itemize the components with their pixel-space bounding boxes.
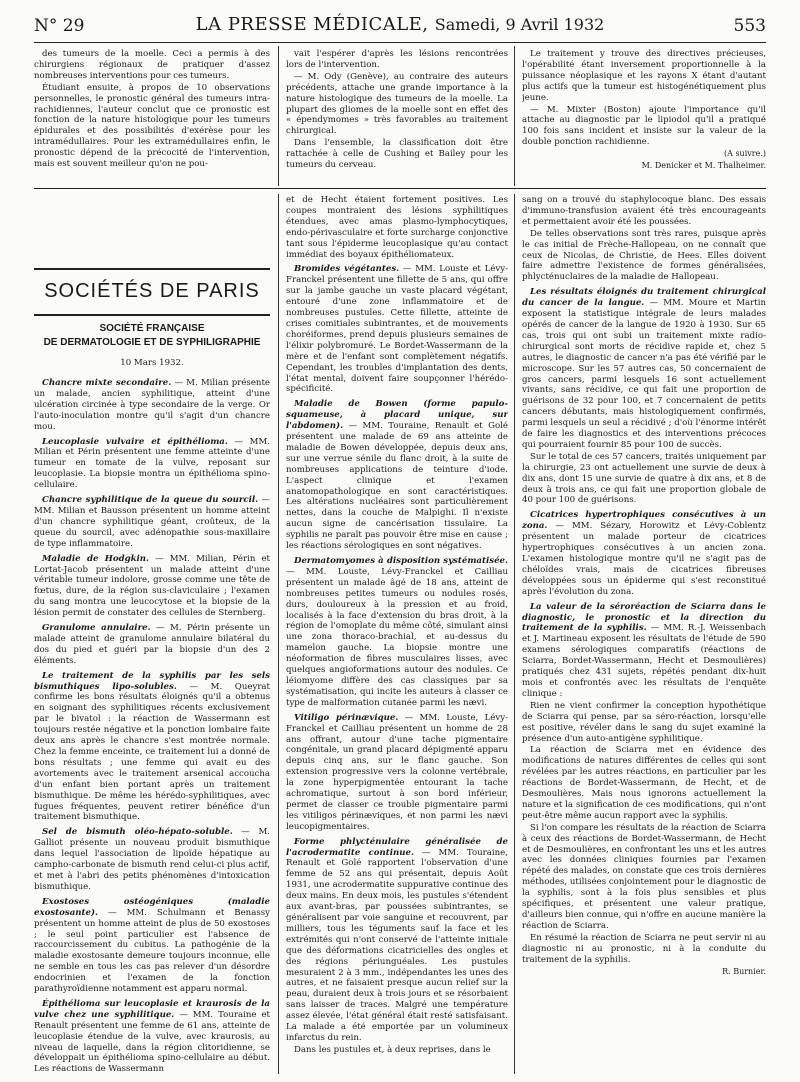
article-column-2 — [286, 195, 508, 1075]
article-paragraph — [522, 823, 766, 932]
article-paragraph — [522, 933, 766, 966]
article-body: — M. Milian présente un malade, ancien syphilitique, atteint d'une ulcération circinée à type secondaire de la verge. Or l'auto-inoculation montre qu'il s'agit d'un chancre mou. — [34, 378, 270, 432]
article-paragraph — [522, 452, 766, 507]
article-paragraph — [286, 399, 508, 552]
paragraph: Dans l'ensemble, la classification doit être rattachée à celle de Cushing et Bailey pour les tumeurs du cerveau. — [286, 138, 508, 171]
article-body: — MM. Louste, Lévy-Franckel et Cailliau présentent un homme de 28 ans offrant, autour d'une tache pigmentaire congénitale, un grand placard dépigmenté apparu depuis cinq ans, sur le flanc gauche. Son extension progressive vers la colonne vertébrale, la zone hyperpigmentée entourant la tache achromatique, surtout à son bord inférieur, permet de classer ce trouble pigmentaire parmi les vitiligos périnæviques, et non parmi les nævi leucopigmentaires. — [286, 712, 508, 832]
page-number-right: 553 — [733, 16, 766, 36]
page-number-left: N° 29 — [34, 16, 85, 36]
paragraph: Le traitement y trouve des directives précieuses, l'opérabilité étant inversement proportionnelle à la puissance néoplasique et les rayons X étant d'autant plus actifs que la tumeur est histogénétiquement plus jeune. — [522, 49, 766, 103]
article-body: — M. Galliot présente un nouveau produit bismuthique dans lequel l'association de lipoïde hépatique au campho-carbonate de bismuth rend celui-ci plus actif, et met à l'abri des petits phénomènes d'intoxication bismuthique. — [34, 827, 270, 892]
article-paragraph — [34, 897, 270, 995]
article-body: Si l'on compare les résultats de la réaction de Sciarra à ceux des réactions de Bordet-Wassermann, de Hecht et de Desmoulières, en confrontant les uns et les autres avec les données cliniques fournies par l'examen répété des malades, on constate que ces trois dernières méthodes, utilisées conjointement pour le diagnostic de la syphilis, sont à la fois plus sensibles et plus spécifiques, et présentent une valeur pratique, d'ailleurs bien connue, qui n'offre en aucune manière la réaction de Sciarra. — [522, 822, 766, 931]
article-paragraph — [286, 713, 508, 833]
article-paragraph — [34, 827, 270, 892]
article-body: De telles observations sont très rares, puisque après le cas initial de Frèche-Hallopeau, on ne connaît que ceux de Nicolas, de Christie, de Hees. Elles doivent faire admettre l'existence de formes généralisées, phlycténuclaires de la maladie de Hallopeau. — [522, 228, 766, 283]
article-paragraph — [34, 378, 270, 433]
title-rule-bottom — [34, 314, 270, 316]
article-title: Les résultats éloignés du traitement chirurgical du cancer de la langue. — [522, 287, 766, 309]
article-title: Dermatomyomes à disposition systématisée. — [294, 556, 508, 566]
article-paragraph — [286, 1045, 508, 1056]
issue-date: Samedi, 9 Avril 1932 — [434, 15, 605, 34]
header-rule — [34, 42, 766, 43]
article-title: Maladie de Hodgkin. — [42, 553, 150, 564]
article-title: Maladie de Bowen (forme papulo-squameuse, à placard unique, sur l'abdomen). — [286, 399, 508, 432]
top-column-2 — [286, 49, 508, 185]
article-body: La réaction de Sciarra met en évidence des modifications de natures différentes de celles qui sont révélées par les autres réactions, en particulier par les réactions de Bordet-Wassermann, de Hecht, et de Desmoulières. Mais nous ignorons actuellement la nature et la signification de ces modifications, qui n'ont peut-être même aucun rapport avec la syphilis. — [522, 745, 766, 821]
article-body: R. Burnier. — [722, 966, 766, 976]
column-divider — [514, 46, 515, 186]
article-title: Chancre syphilitique de la queue du sourcil. — [42, 495, 259, 506]
article-body: — MM. Sézary, Horowitz et Lévy-Coblentz présentent un malade porteur de cicatrices hypertrophiques consécutives à un ancien zona. L'examen histologique montre qu'il ne s'agit pas de chéloïdes vrais, mais de cicatrices fibreuses développées sous un épiderme qui s'est reconstitué après l'évolution du zona. — [522, 521, 766, 597]
title-rule-top — [34, 268, 270, 270]
paragraph: M. Denicker et M. Thalheimer. — [641, 161, 766, 171]
article-body: — MM. Louste et Lévy-Franckel présentent une fillette de 5 ans, qui offre sur la jambe gauche un vaste placard végétant, entouré d'une zone inflammatoire et de nombreuses pustules. Cette fillette, atteinte de crises comitiales subintrantes, et de mouvements choréiformes, prend depuis plusieurs semaines de l'élixir polybromuré. Le Bordet-Wassermann de la mère et de l'enfant sont complètement négatifs. Cependant, les troubles d'implantation des dents, l'état mental, doivent faire soupçonner l'hérédo-spécificité. — [286, 264, 508, 395]
column-divider — [514, 194, 515, 1074]
column-divider — [278, 46, 279, 186]
article-title: Chancre mixte secondaire. — [42, 378, 172, 388]
article-body: — MM. Touraine et Renault présentent une femme de 61 ans, atteinte de leucoplasie étendue de la vulve, avec kraurosis, au niveau de laquelle, dans la région clitoridienne, se développait un épithélioma spino-cellulaire au début. Les réactions de Wassermann — [34, 1009, 270, 1074]
article-title: Exostoses ostéogéniques (maladie exostosante). — [34, 896, 270, 918]
article-paragraph — [34, 437, 270, 492]
article-title: Forme phlycténulaire généralisée de l'acrodermatite continue. — [286, 836, 508, 858]
society-name — [34, 322, 270, 350]
article-title: Vitiligo périnævique. — [294, 712, 399, 723]
article-paragraph — [286, 264, 508, 395]
article-paragraph — [286, 195, 508, 260]
article-paragraph — [34, 495, 270, 550]
section-rule — [34, 188, 766, 189]
article-body: — MM. Schulmann et Benassy présentent un homme atteint de plus de 50 exostoses ; le seul point particulier est l'absence de raccourcissement du cubitus. La pathogénie de la maladie exostosante demeure toujours inconnue, elle ne semble en tous les cas pas relever d'un désordre endocrinien et l'examen de la fonction parathyroïdienne notamment est apparu normal. — [34, 907, 270, 995]
section-title: SOCIÉTÉS DE PARIS — [44, 280, 260, 302]
article-paragraph — [34, 671, 270, 824]
article-body: — MM. Milian, Périn et Lortat-Jacob présentent un malade atteint d'une véritable tumeur indolore, grosse comme une tête de fœtus, dure, de la région sus-claviculaire ; l'examen du sang montra une leucocytose et la biopsie de la lésion permit de constater des cellules de Sternberg. — [34, 553, 270, 619]
column-divider — [278, 194, 279, 1074]
article-title: La valeur de la séroréaction de Sciarra dans le diagnostic, le pronostic et la direction du traitement de la syphilis. — [522, 601, 766, 634]
article-body: Sur le total de ces 57 cancers, traités uniquement par la chirurgie, 23 ont actuellement une survie de deux à dix ans, dont 15 une survie de quatre à dix ans, et 8 de deux à trois ans, ce qui fait une proportion globale de 40 pour 100 de guérisons. — [522, 451, 766, 506]
article-title: Le traitement de la syphilis par les sels bismuthiques lipo-solubles. — [34, 670, 270, 692]
article-paragraph — [522, 602, 766, 700]
article-body: — MM. Milian et Bausson présentent un homme atteint d'un chancre syphilitique géant, croûteux, de la queue du sourcil, avec adénopathie sous-maxillaire de type inflammatoire. — [34, 495, 270, 549]
paragraph: vait l'espérer d'après les lésions rencontrées lors de l'intervention. — [286, 49, 508, 70]
article-body: En résumé la réaction de Sciarra ne peut servir ni au diagnostic ni au pronostic, ni à la conduite du traitement de la syphilis. — [522, 932, 766, 965]
article-body: et de Hecht étaient fortement positives. Les coupes montraient des lésions syphilitiques étendues, avec amas plasmo-lymphocytiques, endo-périvasculaire et forte surcharge conjonctive tant sous l'épiderme leucoplasique qu'au contact immédiat des boyaux épithéliomateux. — [286, 195, 508, 260]
article-body: — MM. Louste, Lévy-Franckel et Cailliau présentent un malade âgé de 18 ans, atteint de nombreuses petites tumeurs ou nodules rosés, durs, douloureux à la pression et au froid, localisés à la face d'extension du bras droit, à la région de l'omoplate du même côté, simulant ainsi une zona thoraco-brachial, et au-dessus du mamelon gauche. La biopsie montre une néoformation de fibres musculaires lisses, avec quelques angioformations autour des nodules. Ce léiomyome diffère des cas classiques par sa systématisation, qui incite les auteurs à classer ce type de malformation cutanée parmi les nævi. — [286, 566, 508, 708]
article-body: — MM. Milian et Périn présentent une femme atteinte d'une tumeur en tomate de la vulve, reposant sur leucoplasie. La biopsie montra un épithélioma spino-cellulaire. — [34, 436, 270, 491]
journal-title: LA PRESSE MÉDICALE, — [195, 14, 429, 35]
article-paragraph — [522, 510, 766, 597]
article-body: — MM. R.-J. Weissenbach et J. Martineau exposent les résultats de l'étude de 590 examens sérologiques comparatifs (réactions de Sciarra, Bordet-Wassermann, Hecht et Desmoulières) pratiqués chez 431 sujets, répétés pendant dix-huit mois et confrontés avec les résultats de l'enquête clinique : — [522, 623, 766, 699]
article-body: — MM. Moure et Martin exposent la statistique intégrale de leurs malades opérés de cancer de la langue de 1920 à 1930. Sur 65 cas, trois qui ont subi un traitement mixte radio-chirurgical sont morts de récidive rapide et, chez 5 autres, le diagnostic de cancer n'a pas été vérifié par le microscope. Sur les 57 autres cas, 50 concernaient de gros cancers, parmi lesquels 16 sont actuellement vivants, sans récidive, ce qui fait une proportion de guérisons de 32 pour 100, et 7 concernaient de petits cancers débutants, mais histologiquement confirmés, parmi lesquels un seul a récidivé ; d'où l'énorme intérêt de faire les diagnostics et des interventions précoces qui pourraient fournir 85 pour 100 de succès. — [522, 298, 766, 450]
paragraph: (A suivre.) — [724, 149, 766, 159]
article-paragraph — [286, 556, 508, 709]
article-body: — MM. Touraine, Renault et Golé présentent une malade de 69 ans atteinte de maladie de Bowen développée, depuis deux ans, sur une verrue sénile du flanc droit, à la suite de nombreuses applications de teinture d'iode. L'aspect clinique et l'examen anatomopathologique en sont caractéristiques. Les altérations nucléaires sont particulièrement nettes, dans la couche de Malpighi. Il n'existe aucun signe de cancérisation tissulaire. La syphilis ne paraît pas pouvoir être mise en cause ; les réactions sérologiques en sont négatives. — [286, 421, 508, 552]
masthead — [34, 14, 766, 35]
article-body: sang on a trouvé du staphylocoque blanc. Des essais d'immuno-transfusion avaient été très encourageants et permettaient avoir été les poussées. — [522, 195, 766, 227]
article-body: — M. Périn présente un malade atteint de granulome annulaire bilatéral du dos du pied et guéri par la biopsie d'un des 2 éléments. — [34, 623, 270, 666]
article-paragraph — [34, 623, 270, 667]
society-name-text: SOCIÉTÉ FRANÇAISE DE DERMATOLOGIE ET DE SYPHILIGRAPHIE — [43, 323, 261, 348]
article-body: — MM. Touraine, Renault et Golé rapportent l'observation d'une femme de 52 ans qui présentait, depuis Août 1931, une acrodermatite suppurative continue des deux mains. En deux mois, les pustules s'étendent aux avant-bras, par poussées subintrantes, se généralisent par voie sanguine et recouvrent, par milliers, tous les téguments sauf la face et les extrémités qui n'ont conservé de l'atteinte initiale que des déformations cicatricielles des ongles et des régions périunguéales. Les pustules mesuraient 2 à 3 mm., indépendantes les unes des autres, et ne faisaient presque aucun relief sur la peau, duraient deux à trois jours et se résorbaient sans laisser de traces. Malgré une température assez élevée, l'état général était resté satisfaisant. La malade a été emportée par un volumineux infarctus du rein. — [286, 847, 508, 1043]
article-title: Leucoplasie vulvaire et épithélioma. — [42, 436, 228, 447]
paragraph: — M. Mixter (Boston) ajoute l'importance qu'il attache au diagnostic par le lipiodol qu'il a pratiqué 100 fois sans incident et insiste sur la valeur de la double ponction rachidienne. — [522, 104, 766, 148]
article-body: — M. Queyrat confirme les bons résultats éloignés qu'il a obtenus en soignant des syphilitiques récents exclusivement par le bivatol : la réaction de Wassermann est toujours restée négative et la ponction lombaire faite deux ans après le chancre s'est montrée normale. Chez la femme enceinte, ce traitement lui a donné de bons résultats ; une femme qui avait eu des avortements avec le traitement arsenical accoucha d'un enfant bien portant après un traitement bismuthique. De même les hérédo-syphilitiques, avec fugues fréquentes, peuvent retirer bénéfice d'un traitement bismuthique. — [34, 681, 270, 823]
article-paragraph — [286, 837, 508, 1044]
article-paragraph — [522, 287, 766, 451]
article-paragraph — [522, 701, 766, 745]
article-title: Sel de bismuth oléo-hépato-soluble. — [42, 827, 233, 838]
article-body: Rien ne vient confirmer la conception hypothétique de Sciarra qui pense, par sa séro-réaction, lorsqu'elle est positive, révéler dans le sang du sujet examiné la présence d'un auto-antigène syphilitique. — [522, 700, 766, 744]
paragraph: Étudiant ensuite, à propos de 10 observations personnelles, le pronostic général des tumeurs intra-rachidiennes, l'auteur conclut que ce pronostic est fonction de la nature histologique pour les tumeurs épidurales et des possibilités d'exérèse pour les intramédullaires. Pour les extramédullaires enfin, le pronostic dépend de la précocité de l'intervention, mais est souvent meilleur qu'on ne pou- — [34, 82, 270, 170]
top-column-3 — [522, 49, 766, 185]
article-title: Cicatrices hypertrophiques consécutives à un zona. — [522, 510, 766, 532]
paragraph: — M. Ody (Genève), au contraire des auteurs précédents, attache une grande importance à la nature histologique des tumeurs de la moelle. La plupart des gliomes de la moelle sont en effet des « épendymomes » très favorables au traitement chirurgical. — [286, 71, 508, 137]
article-paragraph — [522, 229, 766, 284]
article-column-3 — [522, 195, 766, 1075]
article-title: Épithélioma sur leucoplasie et kraurosis de la vulve chez une syphilitique. — [34, 998, 270, 1020]
article-title: Bromides végétantes. — [294, 264, 400, 275]
article-paragraph — [34, 554, 270, 619]
top-column-1 — [34, 49, 270, 185]
article-paragraph — [522, 745, 766, 821]
article-paragraph — [522, 195, 766, 228]
article-body: Dans les pustules et, à deux reprises, dans le — [294, 1044, 491, 1055]
article-column-1 — [34, 374, 270, 1074]
article-paragraph — [34, 999, 270, 1074]
paragraph: des tumeurs de la moelle. Ceci a permis à des chirurgiens régionaux de pratiquer d'assez nombreuses interventions pour ces tumeurs. — [34, 49, 270, 81]
page-header — [34, 6, 766, 36]
article-title: Granulome annulaire. — [42, 623, 151, 634]
article-paragraph — [522, 967, 766, 978]
meeting-date: 10 Mars 1932. — [120, 358, 184, 368]
